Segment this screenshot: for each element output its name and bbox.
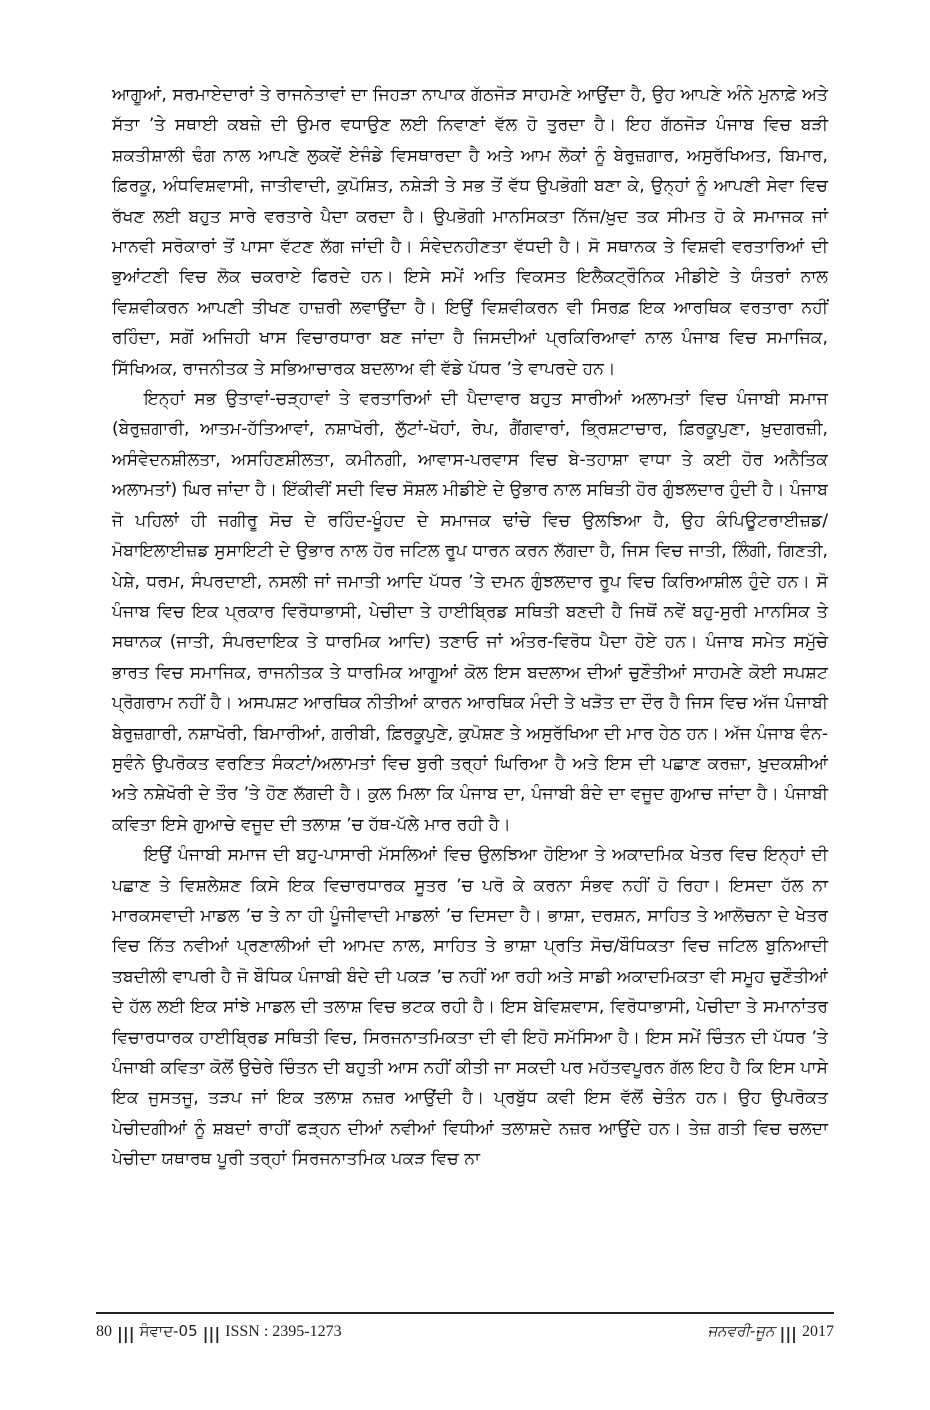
article-body <box>112 80 828 1175</box>
journal-name: ਸੰਵਾਦ-05 <box>139 1322 198 1340</box>
footer-left <box>96 1322 342 1343</box>
separator-bars-icon: ||| <box>779 1324 797 1343</box>
issn-number: ISSN : 2395-1273 <box>225 1323 342 1340</box>
paragraph-1: ਆਗੂਆਂ, ਸਰਮਾਏਦਾਰਾਂ ਤੇ ਰਾਜਨੇਤਾਵਾਂ ਦਾ ਜਿਹੜਾ ਨਾਪਾਕ ਗੱਠਜੋੜ ਸਾਹਮਣੇ ਆਉਂਦਾ ਹੈ, ਉਹ ਆਪਣੇ ਅੰਨੇ ਮੁਨਾਫ਼ੇ ਅਤੇ ਸੱਤਾ ’ਤੇ ਸਥਾਈ ਕਬਜ਼ੇ ਦੀ ਉਮਰ ਵਧਾਉਣ ਲਈ ਨਿਵਾਣਾਂ ਵੱਲ ਹੋ ਤੁਰਦਾ ਹੈ। ਇਹ ਗੱਠਜੋੜ ਪੰਜਾਬ ਵਿਚ ਬੜੀ ਸ਼ਕਤੀਸ਼ਾਲੀ ਢੰਗ ਨਾਲ ਆਪਣੇ ਲੁਕਵੇਂ ਏਜੰਡੇ ਵਿਸਥਾਰਦਾ ਹੈ ਅਤੇ ਆਮ ਲੋਕਾਂ ਨੂੰ ਬੇਰੁਜ਼ਗਾਰ, ਅਸੁਰੱਖਿਅਤ, ਬਿਮਾਰ, ਫ਼ਿਰਕੂ, ਅੰਧਵਿਸ਼ਵਾਸੀ, ਜਾਤੀਵਾਦੀ, ਕੁਪੋਸ਼ਿਤ, ਨਸ਼ੇੜੀ ਤੇ ਸਭ ਤੋਂ ਵੱਧ ਉਪਭੋਗੀ ਬਣਾ ਕੇ, ਉਨ੍ਹਾਂ ਨੂੰ ਆਪਣੀ ਸੇਵਾ ਵਿਚ ਰੱਖਣ ਲਈ ਬਹੁਤ ਸਾਰੇ ਵਰਤਾਰੇ ਪੈਦਾ ਕਰਦਾ ਹੈ। ਉਪਭੋਗੀ ਮਾਨਸਿਕਤਾ ਨਿੱਜ/ਖ਼ੁਦ ਤਕ ਸੀਮਤ ਹੋ ਕੇ ਸਮਾਜਕ ਜਾਂ ਮਾਨਵੀ ਸਰੋਕਾਰਾਂ ਤੋਂ ਪਾਸਾ ਵੱਟਣ ਲੱਗ ਜਾਂਦੀ ਹੈ। ਸੰਵੇਦਨਹੀਣਤਾ ਵੱਧਦੀ ਹੈ। ਸੋ ਸਥਾਨਕ ਤੇ ਵਿਸ਼ਵੀ ਵਰਤਾਰਿਆਂ ਦੀ ਭੁਆਂਟਣੀ ਵਿਚ ਲੋਕ ਚਕਰਾਏ ਫਿਰਦੇ ਹਨ। ਇਸੇ ਸਮੇਂ ਅਤਿ ਵਿਕਸਤ ਇਲੈਕਟ੍ਰੌਨਿਕ ਮੀਡੀਏ ਤੇ ਯੰਤਰਾਂ ਨਾਲ ਵਿਸ਼ਵੀਕਰਨ ਆਪਣੀ ਤੀਖਣ ਹਾਜ਼ਰੀ ਲਵਾਉਂਦਾ ਹੈ। ਇਉਂ ਵਿਸ਼ਵੀਕਰਨ ਵੀ ਸਿਰਫ਼ ਇਕ ਆਰਥਿਕ ਵਰਤਾਰਾ ਨਹੀਂ ਰਹਿੰਦਾ, ਸਗੋਂ ਅਜਿਹੀ ਖਾਸ ਵਿਚਾਰਧਾਰਾ ਬਣ ਜਾਂਦਾ ਹੈ ਜਿਸਦੀਆਂ ਪ੍ਰਕਿਰਿਆਵਾਂ ਨਾਲ ਪੰਜਾਬ ਵਿਚ ਸਮਾਜਿਕ, ਸਿੱਖਿਅਕ, ਰਾਜਨੀਤਕ ਤੇ ਸਭਿਆਚਾਰਕ ਬਦਲਾਅ ਵੀ ਵੱਡੇ ਪੱਧਰ ’ਤੇ ਵਾਪਰਦੇ ਹਨ। <box>112 85 828 379</box>
paragraph-3: ਇਉਂ ਪੰਜਾਬੀ ਸਮਾਜ ਦੀ ਬਹੁ-ਪਾਸਾਰੀ ਮੱਸਲਿਆਂ ਵਿਚ ਉਲਝਿਆ ਹੋਇਆ ਤੇ ਅਕਾਦਮਿਕ ਖੇਤਰ ਵਿਚ ਇਨ੍ਹਾਂ ਦੀ ਪਛਾਣ ਤੇ ਵਿਸ਼ਲੇਸ਼ਣ ਕਿਸੇ ਇਕ ਵਿਚਾਰਧਾਰਕ ਸੂਤਰ ’ਚ ਪਰੋ ਕੇ ਕਰਨਾ ਸੰਭਵ ਨਹੀਂ ਹੋ ਰਿਹਾ। ਇਸਦਾ ਹੱਲ ਨਾ ਮਾਰਕਸਵਾਦੀ ਮਾਡਲ ’ਚ ਤੇ ਨਾ ਹੀ ਪੂੰਜੀਵਾਦੀ ਮਾਡਲਾਂ ’ਚ ਦਿਸਦਾ ਹੈ। ਭਾਸ਼ਾ, ਦਰਸ਼ਨ, ਸਾਹਿਤ ਤੇ ਆਲੋਚਨਾ ਦੇ ਖੇਤਰ ਵਿਚ ਨਿੱਤ ਨਵੀਆਂ ਪ੍ਰਣਾਲੀਆਂ ਦੀ ਆਮਦ ਨਾਲ, ਸਾਹਿਤ ਤੇ ਭਾਸ਼ਾ ਪ੍ਰਤਿ ਸੋਚ/ਬੌਧਿਕਤਾ ਵਿਚ ਜਟਿਲ ਬੁਨਿਆਦੀ ਤਬਦੀਲੀ ਵਾਪਰੀ ਹੈ ਜੋ ਬੌਧਿਕ ਪੰਜਾਬੀ ਬੰਦੇ ਦੀ ਪਕੜ ’ਚ ਨਹੀਂ ਆ ਰਹੀ ਅਤੇ ਸਾਡੀ ਅਕਾਦਮਿਕਤਾ ਵੀ ਸਮੂਹ ਚੁਣੌਤੀਆਂ ਦੇ ਹੱਲ ਲਈ ਇਕ ਸਾਂਝੇ ਮਾਡਲ ਦੀ ਤਲਾਸ਼ ਵਿਚ ਭਟਕ ਰਹੀ ਹੈ। ਇਸ ਬੇਵਿਸ਼ਵਾਸ, ਵਿਰੋਧਾਭਾਸੀ, ਪੇਚੀਦਾ ਤੇ ਸਮਾਨਾਂਤਰ ਵਿਚਾਰਧਾਰਕ ਹਾਈਬ੍ਰਿਡ ਸਥਿਤੀ ਵਿਚ, ਸਿਰਜਨਾਤਮਿਕਤਾ ਦੀ ਵੀ ਇਹੋ ਸਮੱਸਿਆ ਹੈ। ਇਸ ਸਮੇਂ ਚਿੰਤਨ ਦੀ ਪੱਧਰ ’ਤੇ ਪੰਜਾਬੀ ਕਵਿਤਾ ਕੋਲੋਂ ਉਚੇਰੇ ਚਿੰਤਨ ਦੀ ਬਹੁਤੀ ਆਸ ਨਹੀਂ ਕੀਤੀ ਜਾ ਸਕਦੀ ਪਰ ਮਹੱਤਵਪੂਰਨ ਗੱਲ ਇਹ ਹੈ ਕਿ ਇਸ ਪਾਸੇ ਇਕ ਜੁਸਤਜੂ, ਤੜਪ ਜਾਂ ਇਕ ਤਲਾਸ਼ ਨਜ਼ਰ ਆਉਂਦੀ ਹੈ। ਪ੍ਰਬੁੱਧ ਕਵੀ ਇਸ ਵੱਲੋਂ ਚੇਤੰਨ ਹਨ। ਉਹ ਉਪਰੋਕਤ ਪੇਚੀਦਗੀਆਂ ਨੂੰ ਸ਼ਬਦਾਂ ਰਾਹੀਂ ਫੜ੍ਹਨ ਦੀਆਂ ਨਵੀਆਂ ਵਿਧੀਆਂ ਤਲਾਸ਼ਦੇ ਨਜ਼ਰ ਆਉਂਦੇ ਹਨ। ਤੇਜ਼ ਗਤੀ ਵਿਚ ਚਲਦਾ ਪੇਚੀਦਾ ਯਥਾਰਥ ਪੂਰੀ ਤਰ੍ਹਾਂ ਸਿਰਜਨਾਤਮਿਕ ਪਕੜ ਵਿਚ ਨਾ <box>112 845 828 1170</box>
issue-season: ਜਨਵਰੀ-ਜੂਨ <box>707 1322 775 1340</box>
separator-bars-icon: ||| <box>117 1324 135 1343</box>
issue-year: 2017 <box>802 1323 834 1340</box>
footer-right <box>708 1322 835 1343</box>
separator-bars-icon: ||| <box>202 1324 221 1343</box>
page-number: 80 <box>96 1323 112 1340</box>
paragraph-2: ਇਨ੍ਹਾਂ ਸਭ ਉਤਾਵਾਂ-ਚੜ੍ਹਾਵਾਂ ਤੇ ਵਰਤਾਰਿਆਂ ਦੀ ਪੈਦਾਵਾਰ ਬਹੁਤ ਸਾਰੀਆਂ ਅਲਾਮਤਾਂ ਵਿਚ ਪੰਜਾਬੀ ਸਮਾਜ (ਬੇਰੁਜ਼ਗਾਰੀ, ਆਤਮ-ਹੱਤਿਆਵਾਂ, ਨਸ਼ਾਖੋਰੀ, ਲੁੱਟਾਂ-ਖੋਹਾਂ, ਰੇਪ, ਗੈਂਗਵਾਰਾਂ, ਭ੍ਰਿਸ਼ਟਾਚਾਰ, ਫ਼ਿਰਕੂਪੁਣਾ, ਖ਼ੁਦਗਰਜ਼ੀ, ਅਸੰਵੇਦਨਸ਼ੀਲਤਾ, ਅਸਹਿਣਸ਼ੀਲਤਾ, ਕਮੀਨਗੀ, ਆਵਾਸ-ਪਰਵਾਸ ਵਿਚ ਬੇ-ਤਹਾਸ਼ਾ ਵਾਧਾ ਤੇ ਕਈ ਹੋਰ ਅਨੈਤਿਕ ਅਲਾਮਤਾਂ) ਘਿਰ ਜਾਂਦਾ ਹੈ। ਇੱਕੀਵੀਂ ਸਦੀ ਵਿਚ ਸੋਸ਼ਲ ਮੀਡੀਏ ਦੇ ਉਭਾਰ ਨਾਲ ਸਥਿਤੀ ਹੋਰ ਗੁੰਝਲਦਾਰ ਹੁੰਦੀ ਹੈ। ਪੰਜਾਬ ਜੋ ਪਹਿਲਾਂ ਹੀ ਜਗੀਰੂ ਸੋਚ ਦੇ ਰਹਿੰਦ-ਖੂੰਹਦ ਦੇ ਸਮਾਜਕ ਢਾਂਚੇ ਵਿਚ ਉਲਝਿਆ ਹੈ, ਉਹ ਕੰਪਿਊਟਰਾਈਜ਼ਡ/ਮੋਬਾਇਲਾਈਜ਼ਡ ਸੁਸਾਇਟੀ ਦੇ ਉਭਾਰ ਨਾਲ ਹੋਰ ਜਟਿਲ ਰੂਪ ਧਾਰਨ ਕਰਨ ਲੱਗਦਾ ਹੈ, ਜਿਸ ਵਿਚ ਜਾਤੀ, ਲਿੰਗੀ, ਗਿਣਤੀ, ਪੇਸ਼ੇ, ਧਰਮ, ਸੰਪਰਦਾਈ, ਨਸਲੀ ਜਾਂ ਜਮਾਤੀ ਆਦਿ ਪੱਧਰ ’ਤੇ ਦਮਨ ਗੁੰਝਲਦਾਰ ਰੂਪ ਵਿਚ ਕਿਰਿਆਸ਼ੀਲ ਹੁੰਦੇ ਹਨ। ਸੋ ਪੰਜਾਬ ਵਿਚ ਇਕ ਪ੍ਰਕਾਰ ਵਿਰੋਧਾਭਾਸੀ, ਪੇਚੀਦਾ ਤੇ ਹਾਈਬ੍ਰਿਡ ਸਥਿਤੀ ਬਣਦੀ ਹੈ ਜਿਥੋਂ ਨਵੇਂ ਬਹੁ-ਸੁਰੀ ਮਾਨਸਿਕ ਤੇ ਸਥਾਨਕ (ਜਾਤੀ, ਸੰਪਰਦਾਇਕ ਤੇ ਧਾਰਮਿਕ ਆਦਿ) ਤਣਾਓ ਜਾਂ ਅੰਤਰ-ਵਿਰੋਧ ਪੈਦਾ ਹੋਏ ਹਨ। ਪੰਜਾਬ ਸਮੇਤ ਸਮੁੱਚੇ ਭਾਰਤ ਵਿਚ ਸਮਾਜਿਕ, ਰਾਜਨੀਤਕ ਤੇ ਧਾਰਮਿਕ ਆਗੂਆਂ ਕੋਲ ਇਸ ਬਦਲਾਅ ਦੀਆਂ ਚੁਣੌਤੀਆਂ ਸਾਹਮਣੇ ਕੋਈ ਸਪਸ਼ਟ ਪ੍ਰੋਗਰਾਮ ਨਹੀਂ ਹੈ। ਅਸਪਸ਼ਟ ਆਰਥਿਕ ਨੀਤੀਆਂ ਕਾਰਨ ਆਰਥਿਕ ਮੰਦੀ ਤੇ ਖੜੋਤ ਦਾ ਦੌਰ ਹੈ ਜਿਸ ਵਿਚ ਅੱਜ ਪੰਜਾਬੀ ਬੇਰੁਜ਼ਗਾਰੀ, ਨਸ਼ਾਖੋਰੀ, ਬਿਮਾਰੀਆਂ, ਗਰੀਬੀ, ਫ਼ਿਰਕੂਪੁਣੇ, ਕੁਪੋਸ਼ਣ ਤੇ ਅਸੁਰੱਖਿਆ ਦੀ ਮਾਰ ਹੇਠ ਹਨ। ਅੱਜ ਪੰਜਾਬ ਵੰਨ-ਸੁਵੰਨੇ ਉਪਰੋਕਤ ਵਰਣਿਤ ਸੰਕਟਾਂ/ਅਲਾਮਤਾਂ ਵਿਚ ਬੁਰੀ ਤਰ੍ਹਾਂ ਘਿਰਿਆ ਹੈ ਅਤੇ ਇਸ ਦੀ ਪਛਾਣ ਕਰਜ਼ਾ, ਖ਼ੁਦਕਸ਼ੀਆਂ ਅਤੇ ਨਸ਼ੇਖੋਰੀ ਦੇ ਤੌਰ ’ਤੇ ਹੋਣ ਲੱਗਦੀ ਹੈ। ਕੁਲ ਮਿਲਾ ਕਿ ਪੰਜਾਬ ਦਾ, ਪੰਜਾਬੀ ਬੰਦੇ ਦਾ ਵਜੂਦ ਗੁਆਚ ਜਾਂਦਾ ਹੈ। ਪੰਜਾਬੀ ਕਵਿਤਾ ਇਸੇ ਗੁਆਚੇ ਵਜੂਦ ਦੀ ਤਲਾਸ਼ ’ਚ ਹੱਥ-ਪੱਲੇ ਮਾਰ ਰਹੀ ਹੈ। <box>112 389 828 835</box>
footer-divider <box>96 1312 834 1314</box>
page-footer <box>96 1322 834 1350</box>
